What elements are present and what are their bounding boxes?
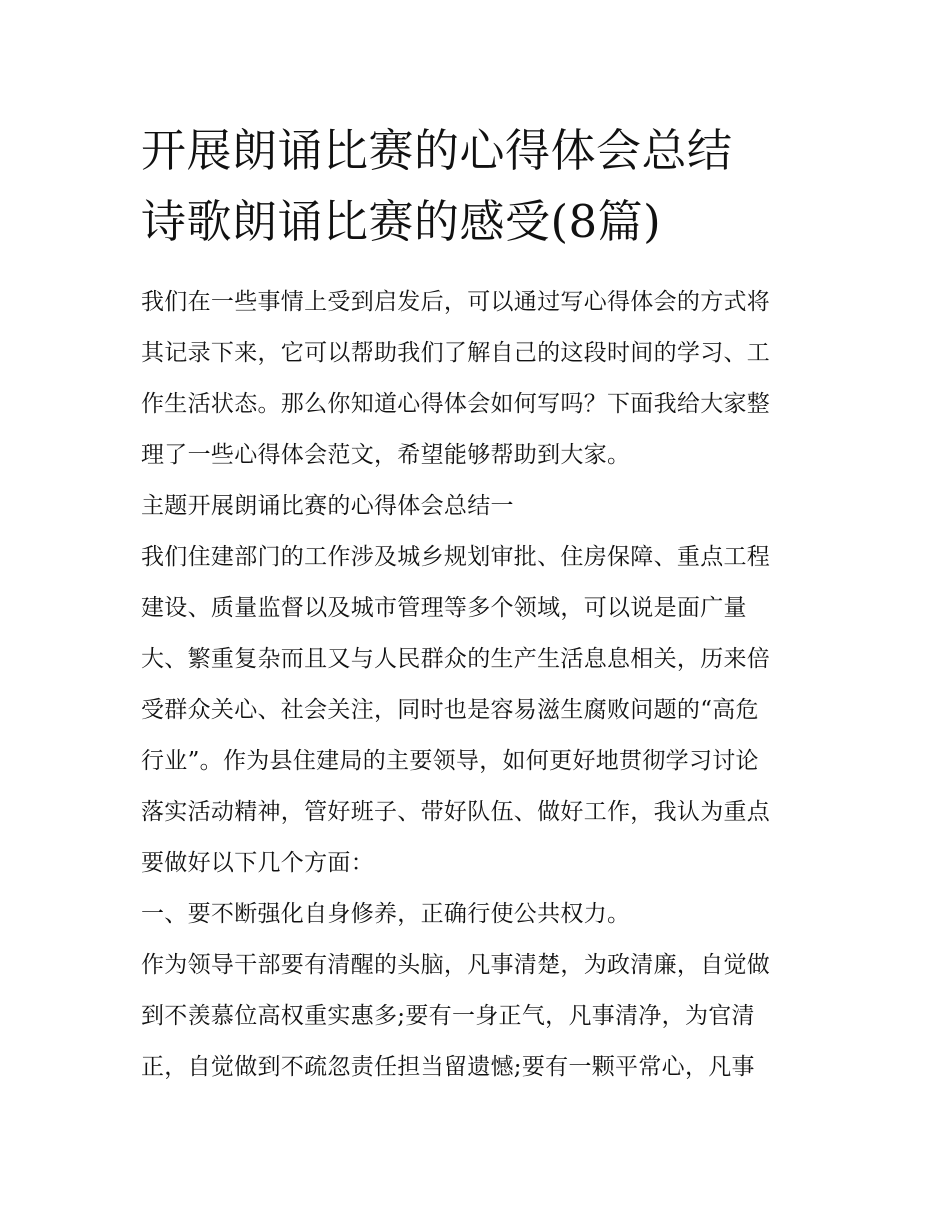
point-line-3: 正，自觉做到不疏忽责任担当留遗憾;要有一颗平常心，凡事 — [141, 1054, 755, 1080]
section-heading: 主题开展朗诵比赛的心得体会总结一 — [141, 493, 514, 519]
point-line-1: 作为领导干部要有清醒的头脑，凡事清楚，为政清廉，自觉做 — [141, 952, 771, 978]
title-line-1: 开展朗诵比赛的心得体会总结 — [141, 124, 733, 177]
paragraph-line-3: 大、繁重复杂而且又与人民群众的生产生活息息相关，历来倍 — [141, 646, 771, 672]
title-line-2: 诗歌朗诵比赛的感受(8篇) — [141, 195, 662, 248]
point-line-2: 到不羡慕位高权重实惠多;要有一身正气，凡事清净，为官清 — [141, 1003, 755, 1029]
document-title — [141, 115, 841, 257]
intro-line-2: 其记录下来，它可以帮助我们了解自己的这段时间的学习、工 — [141, 340, 771, 366]
paragraph-line-6: 落实活动精神，管好班子、带好队伍、做好工作，我认为重点 — [141, 799, 771, 825]
intro-line-1: 我们在一些事情上受到启发后，可以通过写心得体会的方式将 — [141, 289, 771, 315]
document-body — [141, 280, 821, 1096]
intro-line-4: 理了一些心得体会范文，希望能够帮助到大家。 — [141, 442, 631, 468]
paragraph-line-7: 要做好以下几个方面： — [141, 850, 374, 876]
paragraph-line-4: 受群众关心、社会关注，同时也是容易滋生腐败问题的“高危 — [141, 697, 759, 723]
paragraph-line-5: 行业”。作为县住建局的主要领导，如何更好地贯彻学习讨论 — [141, 748, 759, 774]
point-heading-1: 一、要不断强化自身修养，正确行使公共权力。 — [141, 901, 631, 927]
paragraph-line-1: 我们住建部门的工作涉及城乡规划审批、住房保障、重点工程 — [141, 544, 771, 570]
intro-line-3: 作生活状态。那么你知道心得体会如何写吗？下面我给大家整 — [141, 391, 771, 417]
paragraph-line-2: 建设、质量监督以及城市管理等多个领域，可以说是面广量 — [141, 595, 747, 621]
